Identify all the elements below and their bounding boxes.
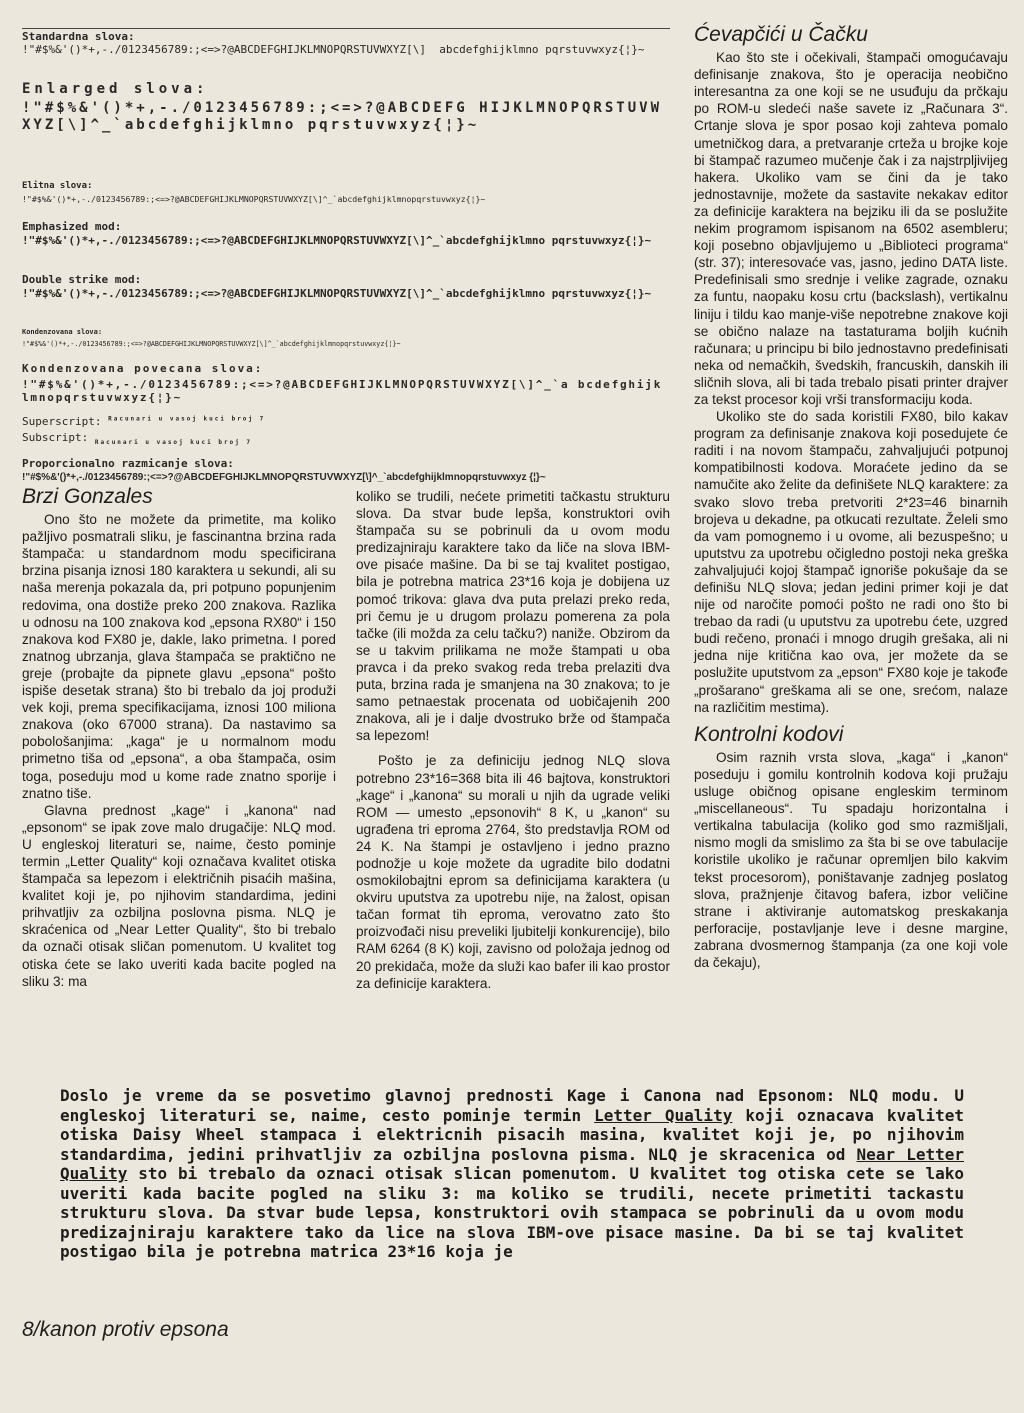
printout-text-2: koji oznacava kvalitet otiska Daisy Wheel stampaca i elektricnih pisacih masina, kvalitet koji je, po njihovim standardima, jedini prihvatljiv za ozbiljna poslovna pisma. NLQ je skracenica od	[60, 1105, 964, 1164]
left-paragraph-1: Ono što ne možete da primetite, ma koliko pažljivo posmatrali sliku, je fascinantna brzina rada štampača: u standardnom modu specificirana brzina pisanja iznosi 180 karaktera u sekundi, ali su naša merenja pokazala da, pri potpuno popunjenim redovima, ona dostiže preko 200 znakova. Razlika u odnosu na 100 znakova kod „epsona RX80“ i 150 znakova kod FX80 je, dakle, lako primetna. I pored znatnog ubrzanja, glava štampača se praktično ne greje (probajte da pipnete glavu „epsona“ pošto ispiše desetak strana) što bi trebalo da joj produži vek koji, prema specifikacijama, iznosi 100 miliona znakova (oko 67000 strana). Da nastavimo sa pobološanjima: „kaga“ je u normalnom modu primetno tiša od „epsona“, a oba štampača, osim toga, poseduju mod u kome rade znatno sporije i znatno tiše.	[22, 512, 336, 801]
enlarged-label: Enlarged slova:	[22, 81, 209, 97]
section-heading-kontrolni-kodovi: Kontrolni kodovi	[694, 722, 844, 746]
subscript-label: Subscript:	[22, 431, 89, 444]
right-paragraph-3: Osim raznih vrsta slova, „kaga“ i „kanon“ poseduju i gomilu kontrolnih kodova koji pružaju usluge običnog opisane engleskim terminom „miscellaneous“. Tu spadaju horizontalna i vertikalna tabulacija (koliko god smo razmišljali, nismo mogli da smislimo za šta bi se ove tabulacije koristile ukoliko je računar opremljen bilo kakvim tekst procesorom), poništavanje zadnjeg poslatog slova, pražnjenje čitavog bafera, izbor veličine strane i aktiviranje automatskog preskakanja perforacije, postavljanje leve i desne margine, zabrana dvosmernog štampanja (za one koji vole da čekaju),	[694, 749, 1008, 970]
subscript-text: Racunari u vasoj kuci broj 7	[94, 439, 253, 447]
superscript-text: Racunari u vasoj kuci broj 7	[108, 415, 266, 423]
printout-text-3: sto bi trebalo da oznaci otisak slican pomenutom. U kvalitet tog otiska cete se lako uveriti kada bacite pogled na sliku 3: ma koliko se trudili, necete primetiti tackastu strukturu slova. Da stvar bude lepsa, konstruktori ovih stampaca se pobrinuli da u ovom modu predizajniraju karaktere tako da lice na slova IBM-ove pisace masine. Da bi se taj kvalitet postigao bila je potrebna matrica 23*16 koja je	[60, 1164, 964, 1261]
subscript-row	[22, 431, 252, 446]
printout-underlined-2: Near Letter Quality	[60, 1144, 964, 1183]
section-heading-cevapcici: Ćevapčići u Čačku	[694, 23, 868, 46]
emphasized-text: !"#$%&'()*+,-./0123456789:;<=>?@ABCDEFGHIJKLMNOPQRSTUVWXYZ[\]^_`abcdefghijklmno pqrstuvwxyz{¦}~	[22, 234, 652, 247]
left-paragraph-2: Glavna prednost „kage“ i „kanona“ nad „epsonom“ se ipak zove malo drugačije: NLQ mod. U engleskoj literaturi se, naime, često pominje termin „Letter Quality“ koji označava kvalitet otiska štampača sa lepezom i električnih pisaćih mašina, kvalitet koji je, po njihovim standardima, jedini prihvatljiv za ozbiljna poslovna pisma. NLQ je skraćenica od „Near Letter Quality“, što bi trebalo da označi otisak sličan pomenutom. U kvalitet tog otiska ćete se lako uveriti kada bacite pogled na sliku 3: ma	[22, 802, 336, 989]
section-heading-brzi-gonzales: Brzi Gonzales	[22, 485, 153, 508]
elite-label: Elitna slova:	[22, 181, 93, 191]
condensed-enlarged-label: Kondenzovana povecana slova:	[22, 362, 264, 375]
right-paragraph-1: Kao što ste i očekivali, štampači omogućavaju definisanje znakova, što je operacija neobično interesantna za one koji se ne usuđuju da prčkaju po ROM-u sledeći naše savete iz „Računara 3“. Crtanje slova je spor posao koji zahteva pomalo umetničkog dara, a pretvaranje crteža u brojke koje bi štampač razumeo mučenje čak i za najstrpljivijeg hakera. Ukoliko vam se čini da je tako jednostavnije, možete da sastavite nekakav editor za definicije karaktera na bejziku ili da se poslužite nekim programom ispisanom na 6502 asembleru; koji posebno objavljujemo u „Biblioteci programa“ (str. 37); interesovaće vas, jasno, jedino DATA liste. Predefinisali smo srednje i velike zagrade, oznaku za funtu, naopaku kosu crtu (backslash), vertikalnu liniju i tildu kao manje-više nepotrebne znakove koji se obično nalaze na tastaturama boljih kućnih računara; u principu bi bilo jednostavno predefinisati neka od nemačkih, švedskih, francuskih, danskih ili sličnih slova, ali bi tada trebalo pisati printer drajver za tekst procesor koji vrši transformaciju koda.	[694, 50, 1008, 407]
right-column	[694, 23, 1008, 971]
double-strike-text: !"#$%&'()*+,-./0123456789:;<=>?@ABCDEFGHIJKLMNOPQRSTUVWXYZ[\]^_`abcdefghijklmno pqrstuvwxyz{¦}~	[22, 287, 652, 300]
condensed-text: !"#$%&'()*+,-./0123456789:;<=>?@ABCDEFGHIJKLMNOPQRSTUVWXYZ[\]^_`abcdefghijklmnopqrstuvwxyz{¦}~	[22, 340, 401, 348]
top-rule	[22, 28, 670, 29]
elite-text: !"#$%&'()*+,-./0123456789:;<=>?@ABCDEFGHIJKLMNOPQRSTUVWXYZ[\]^_`abcdefghijklmnopqrstuvwxyz{¦}~	[22, 194, 486, 204]
page-footer: 8/kanon protiv epsona	[22, 1318, 229, 1341]
proportional-label: Proporcionalno razmicanje slova:	[22, 457, 234, 470]
middle-paragraph-1: koliko se trudili, nećete primetiti tačkastu strukturu slova. Da stvar bude lepša, konstruktori ovih štampača su se pobrinuli da u ovom modu predizajniraju karaktere tako da liče na slova IBM-ove pisaće mašine. Da bi se taj kvalitet postigao, bila je potrebna matrica 23*16 koja je dobijena uz pomoć trikova: glava dva puta prelazi preko reda, pri čemu je u drugom prolazu pomerena za pola tačke (ili možda za celu tačku?) naniže. Obzirom da se u takvim prilikama ne može štampati u oba pravca i da preko svakog reda treba prelaziti dva puta, brzina rada je smanjena na 30 znakova; to je samo petnaestak procenata od uobičajenih 200 znakova, ali je i dalje dvostruko brže od štampača sa lepezom!	[356, 489, 670, 744]
superscript-label: Superscript:	[22, 415, 102, 428]
superscript-row	[22, 415, 265, 428]
printout-underlined-1: Letter Quality	[594, 1105, 733, 1125]
condensed-enlarged-text: !"#$%&'()*+,-./0123456789:;<=>?@ABCDEFGHIJKLMNOPQRSTUVWXYZ[\]^_`a bcdefghijklmnopqrstuvwxyz{¦}~	[22, 378, 663, 404]
middle-column	[356, 488, 670, 992]
double-strike-label: Double strike mod:	[22, 273, 142, 286]
condensed-label: Kondenzovana slova:	[22, 328, 103, 336]
printout-text-1: Doslo je vreme da se posvetimo glavnoj prednosti Kage i Canona nad Epsonom: NLQ modu. U engleskoj literaturi se, naime, cesto pominje termin	[60, 1086, 964, 1125]
left-column	[22, 485, 336, 990]
emphasized-label: Emphasized mod:	[22, 220, 122, 233]
middle-paragraph-2: Pošto je za definiciju jednog NLQ slova potrebno 23*16=368 bita ili 46 bajtova, konstruktori „kage“ i „kanona“ su morali u njih da ugrade veliki ROM — umesto „epsonovih“ 8 K, u „kanon“ su ugrađena tri eproma 2764, što predstavlja ROM od 24 K. Na štampi je ostavljeno i jedno prazno podnožje u koje možete da ugradite bilo dodatni osmokilobajtni eprom sa definicijama karaktera (u okviru uputstva za upotrebu nije, na žalost, opisan tačan format tih eproma, verovatno zato što proizvođači nisu preveliki ljubitelji konkurencije), bilo RAM 6264 (8 K) koji, zavisno od položaja jednog od 20 prekidača, može da služi kao bafer ili kao prostor za definicije karaktera.	[356, 753, 670, 991]
nlq-printout-sample	[60, 1086, 964, 1262]
enlarged-text: !"#$%&'()*+,-./0123456789:;<=>?@ABCDEFG HIJKLMNOPQRSTUVWXYZ[\]^_`abcdefghijklmno pqrstuvwxyz{¦}~	[22, 100, 663, 133]
right-paragraph-2: Ukoliko ste do sada koristili FX80, bilo kakav program za definisanje znakova koji posedujete će raditi i na novom štampaču, zahvaljujući potpunoj kompatibilnosti kodova. Moraćete jedino da se namučite ako želite da definišete NLQ karaktere: za svako slovo treba pretvoriti 2*23=46 binarnih brojeva u dekadne, pa otkucati rezultate. Želeli smo da vam pomognemo i u ovome, ali bezuspešno; u uputstvu za upotrebu očigledno postoji neka greška zahvaljujući kojoj štampač ignoriše pokušaje da se definišu NLQ slova; jedan jedini primer koji je dat nije od naročite pomoći pošto ne radi ono što bi trebao da radi (u uputstvu za upotrebu ćete, uzgred budi rečeno, pronaći i mnogo drugih grešaka, ali ni jedna nije kritična kao ova, jer možete da se poslužite uputstvom za „epson“ FX80 koje je takođe „prošarano“ greškama ali se one, srećom, nalaze na različitim mestima).	[694, 409, 1008, 715]
standard-label: Standardna slova:	[22, 30, 135, 43]
proportional-text: !"#$%&'()*+,-./0123456789:;<=>?@ABCDEFGHIJKLMNOPQRSTUVWXYZ[\]^_`abcdefghijklmnopqrstuvwxyz {¦}~	[22, 472, 546, 483]
printer-sample-figure	[22, 28, 670, 483]
standard-text: !"#$%&'()*+,-./0123456789:;<=>?@ABCDEFGHIJKLMNOPQRSTUVWXYZ[\] abcdefghijklmno pqrstuvwxyz{¦}~	[22, 43, 645, 56]
